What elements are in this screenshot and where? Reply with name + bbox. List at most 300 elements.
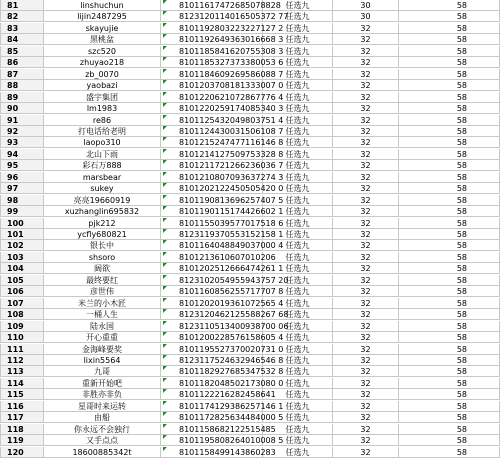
username-cell[interactable]: 九哥 (44, 366, 161, 377)
error-indicator-icon[interactable] (163, 435, 167, 439)
value-cell[interactable]: 58 (399, 0, 500, 11)
ticket-id-cell[interactable]: 8101192649363016668 3 (161, 34, 263, 45)
game-type-cell[interactable]: 任选九 (263, 149, 333, 160)
username-cell[interactable]: lm1983 (44, 103, 161, 114)
table-row[interactable] (0, 309, 500, 320)
username-cell[interactable]: 亮亮19660919 (44, 195, 161, 206)
ticket-id-cell[interactable]: 8101215247477116146 8 (161, 137, 263, 148)
game-type-cell[interactable]: 任选九 (263, 218, 333, 229)
game-type-cell[interactable]: 任选九 (263, 46, 333, 57)
value-cell[interactable]: 58 (399, 366, 500, 377)
ticket-id-cell[interactable]: 8101202122450505420 0 (161, 183, 263, 194)
level-cell[interactable]: 32 (333, 286, 399, 297)
table-row[interactable] (0, 447, 500, 458)
error-indicator-icon[interactable] (163, 412, 167, 416)
game-type-cell[interactable]: 任选九 (263, 23, 333, 34)
value-cell[interactable]: 58 (399, 92, 500, 103)
error-indicator-icon[interactable] (163, 286, 167, 290)
ticket-id-cell[interactable]: 8101125432049803751 4 (161, 115, 263, 126)
level-cell[interactable]: 32 (333, 160, 399, 171)
ticket-id-cell[interactable]: 8123119370553152158 1 (161, 229, 263, 240)
game-type-cell[interactable]: 任选九 (263, 321, 333, 332)
game-type-cell[interactable]: 任选九 (263, 389, 333, 400)
level-cell[interactable]: 32 (333, 332, 399, 343)
level-cell[interactable]: 32 (333, 80, 399, 91)
value-cell[interactable]: 58 (399, 137, 500, 148)
ticket-id-cell[interactable]: 8101202512666474261 1 (161, 263, 263, 274)
table-row[interactable] (0, 286, 500, 297)
row-number-cell[interactable]: 110 (0, 332, 44, 343)
game-type-cell[interactable]: 任选九 (263, 252, 333, 263)
ticket-id-cell[interactable]: 8101172825634484000 5 (161, 412, 263, 423)
error-indicator-icon[interactable] (163, 424, 167, 428)
ticket-id-cell[interactable]: 8101164048849037000 4 (161, 240, 263, 251)
value-cell[interactable]: 58 (399, 378, 500, 389)
username-cell[interactable]: 米兰的小木匠 (44, 298, 161, 309)
value-cell[interactable]: 58 (399, 57, 500, 68)
table-row[interactable] (0, 412, 500, 423)
row-number-cell[interactable]: 114 (0, 378, 44, 389)
row-number-cell[interactable]: 106 (0, 286, 44, 297)
error-indicator-icon[interactable] (163, 34, 167, 38)
row-number-cell[interactable]: 95 (0, 160, 44, 171)
row-number-cell[interactable]: 99 (0, 206, 44, 217)
level-cell[interactable]: 32 (333, 69, 399, 80)
table-row[interactable] (0, 401, 500, 412)
error-indicator-icon[interactable] (163, 389, 167, 393)
ticket-id-cell[interactable]: 8101220621072867776 4 (161, 92, 263, 103)
row-number-cell[interactable]: 87 (0, 69, 44, 80)
table-row[interactable] (0, 115, 500, 126)
row-number-cell[interactable]: 107 (0, 298, 44, 309)
error-indicator-icon[interactable] (163, 137, 167, 141)
level-cell[interactable]: 32 (333, 435, 399, 446)
value-cell[interactable]: 58 (399, 298, 500, 309)
value-cell[interactable]: 58 (399, 149, 500, 160)
level-cell[interactable]: 32 (333, 424, 399, 435)
value-cell[interactable]: 58 (399, 263, 500, 274)
username-cell[interactable]: 北山下雨 (44, 149, 161, 160)
level-cell[interactable]: 32 (333, 206, 399, 217)
value-cell[interactable]: 58 (399, 275, 500, 286)
row-number-cell[interactable]: 81 (0, 0, 44, 11)
value-cell[interactable]: 58 (399, 34, 500, 45)
error-indicator-icon[interactable] (163, 229, 167, 233)
game-type-cell[interactable]: 任选九 (263, 263, 333, 274)
table-row[interactable] (0, 69, 500, 80)
error-indicator-icon[interactable] (163, 69, 167, 73)
error-indicator-icon[interactable] (163, 401, 167, 405)
row-number-cell[interactable]: 86 (0, 57, 44, 68)
level-cell[interactable]: 32 (333, 149, 399, 160)
game-type-cell[interactable]: 任选九 (263, 92, 333, 103)
value-cell[interactable]: 58 (399, 447, 500, 458)
table-row[interactable] (0, 298, 500, 309)
table-row[interactable] (0, 80, 500, 91)
ticket-id-cell[interactable]: 8101160856255717707 8 (161, 286, 263, 297)
username-cell[interactable]: 彦世伟 (44, 286, 161, 297)
level-cell[interactable]: 32 (333, 389, 399, 400)
username-cell[interactable]: 非胜亦非负 (44, 389, 161, 400)
value-cell[interactable]: 58 (399, 126, 500, 137)
username-cell[interactable]: 打电话给老明 (44, 126, 161, 137)
value-cell[interactable]: 58 (399, 103, 500, 114)
ticket-id-cell[interactable]: 8123120462125588267 68 (161, 309, 263, 320)
username-cell[interactable]: re86 (44, 115, 161, 126)
ticket-id-cell[interactable]: 8123102054955943757 20 (161, 275, 263, 286)
row-number-cell[interactable]: 89 (0, 92, 44, 103)
ticket-id-cell[interactable]: 8123120114016505372 77 (161, 11, 263, 22)
row-number-cell[interactable]: 93 (0, 137, 44, 148)
row-number-cell[interactable]: 91 (0, 115, 44, 126)
ticket-id-cell[interactable]: 8101195808264010008 5 (161, 435, 263, 446)
ticket-id-cell[interactable]: 8101214127509753328 8 (161, 149, 263, 160)
game-type-cell[interactable]: 任选九 (263, 137, 333, 148)
ticket-id-cell[interactable]: 8101174129386257146 1 (161, 401, 263, 412)
value-cell[interactable]: 58 (399, 218, 500, 229)
row-number-cell[interactable]: 105 (0, 275, 44, 286)
username-cell[interactable]: 银长中 (44, 240, 161, 251)
ticket-id-cell[interactable]: 8101213610607010206 (161, 252, 263, 263)
value-cell[interactable]: 58 (399, 172, 500, 183)
row-number-cell[interactable]: 88 (0, 80, 44, 91)
username-cell[interactable]: szc520 (44, 46, 161, 57)
username-cell[interactable]: linshuchun (44, 0, 161, 11)
value-cell[interactable]: 58 (399, 286, 500, 297)
row-number-cell[interactable]: 109 (0, 321, 44, 332)
game-type-cell[interactable]: 任选九 (263, 355, 333, 366)
value-cell[interactable]: 58 (399, 344, 500, 355)
level-cell[interactable]: 32 (333, 344, 399, 355)
ticket-id-cell[interactable]: 8101155039577017518 6 (161, 218, 263, 229)
row-number-cell[interactable]: 119 (0, 435, 44, 446)
error-indicator-icon[interactable] (163, 195, 167, 199)
ticket-id-cell[interactable]: 8101220259174085340 3 (161, 103, 263, 114)
table-row[interactable] (0, 160, 500, 171)
value-cell[interactable]: 58 (399, 80, 500, 91)
username-cell[interactable]: zhuyao218 (44, 57, 161, 68)
error-indicator-icon[interactable] (163, 46, 167, 50)
game-type-cell[interactable]: 任选九 (263, 298, 333, 309)
value-cell[interactable]: 58 (399, 332, 500, 343)
level-cell[interactable]: 32 (333, 183, 399, 194)
username-cell[interactable]: 黑桃盆 (44, 34, 161, 45)
row-number-cell[interactable]: 85 (0, 46, 44, 57)
ticket-id-cell[interactable]: 8123110513400938700 06 (161, 321, 263, 332)
level-cell[interactable]: 32 (333, 34, 399, 45)
table-row[interactable] (0, 34, 500, 45)
table-row[interactable] (0, 137, 500, 148)
error-indicator-icon[interactable] (163, 240, 167, 244)
ticket-id-cell[interactable]: 8101122216282458641 (161, 389, 263, 400)
table-row[interactable] (0, 275, 500, 286)
ticket-id-cell[interactable]: 8101158499143860283 (161, 447, 263, 458)
username-cell[interactable]: ycfly680821 (44, 229, 161, 240)
ticket-id-cell[interactable]: 8101203708181333007 0 (161, 80, 263, 91)
username-cell[interactable]: pjk212 (44, 218, 161, 229)
error-indicator-icon[interactable] (163, 103, 167, 107)
row-number-cell[interactable]: 104 (0, 263, 44, 274)
row-number-cell[interactable]: 90 (0, 103, 44, 114)
table-row[interactable] (0, 252, 500, 263)
error-indicator-icon[interactable] (163, 160, 167, 164)
table-row[interactable] (0, 195, 500, 206)
level-cell[interactable]: 32 (333, 355, 399, 366)
value-cell[interactable]: 58 (399, 46, 500, 57)
game-type-cell[interactable]: 任选九 (263, 309, 333, 320)
table-row[interactable] (0, 172, 500, 183)
error-indicator-icon[interactable] (163, 57, 167, 61)
ticket-id-cell[interactable]: 8101211721266236036 7 (161, 160, 263, 171)
username-cell[interactable]: 重新开始吧 (44, 378, 161, 389)
game-type-cell[interactable]: 任选九 (263, 34, 333, 45)
error-indicator-icon[interactable] (163, 332, 167, 336)
level-cell[interactable]: 32 (333, 126, 399, 137)
level-cell[interactable]: 32 (333, 298, 399, 309)
error-indicator-icon[interactable] (163, 206, 167, 210)
table-row[interactable] (0, 57, 500, 68)
error-indicator-icon[interactable] (163, 115, 167, 119)
value-cell[interactable]: 58 (399, 321, 500, 332)
error-indicator-icon[interactable] (163, 172, 167, 176)
error-indicator-icon[interactable] (163, 11, 167, 15)
username-cell[interactable]: marsbear (44, 172, 161, 183)
row-number-cell[interactable]: 92 (0, 126, 44, 137)
table-row[interactable] (0, 366, 500, 377)
value-cell[interactable]: 58 (399, 206, 500, 217)
value-cell[interactable]: 58 (399, 11, 500, 22)
game-type-cell[interactable]: 任选九 (263, 366, 333, 377)
error-indicator-icon[interactable] (163, 92, 167, 96)
value-cell[interactable]: 58 (399, 435, 500, 446)
row-number-cell[interactable]: 118 (0, 424, 44, 435)
game-type-cell[interactable]: 任选九 (263, 378, 333, 389)
error-indicator-icon[interactable] (163, 183, 167, 187)
level-cell[interactable]: 32 (333, 137, 399, 148)
level-cell[interactable]: 32 (333, 309, 399, 320)
table-row[interactable] (0, 218, 500, 229)
game-type-cell[interactable]: 任选九 (263, 11, 333, 22)
username-cell[interactable]: 阔欲 (44, 263, 161, 274)
game-type-cell[interactable]: 任选九 (263, 115, 333, 126)
row-number-cell[interactable]: 97 (0, 183, 44, 194)
value-cell[interactable]: 58 (399, 229, 500, 240)
ticket-id-cell[interactable]: 8101192803223227127 2 (161, 23, 263, 34)
username-cell[interactable]: yaobazi (44, 80, 161, 91)
row-number-cell[interactable]: 117 (0, 412, 44, 423)
level-cell[interactable]: 30 (333, 11, 399, 22)
row-number-cell[interactable]: 108 (0, 309, 44, 320)
ticket-id-cell[interactable]: 8101184609269586088 7 (161, 69, 263, 80)
game-type-cell[interactable]: 任选九 (263, 332, 333, 343)
table-row[interactable] (0, 103, 500, 114)
table-row[interactable] (0, 23, 500, 34)
level-cell[interactable]: 32 (333, 321, 399, 332)
username-cell[interactable]: 最终要红 (44, 275, 161, 286)
error-indicator-icon[interactable] (163, 263, 167, 267)
game-type-cell[interactable]: 任选九 (263, 435, 333, 446)
error-indicator-icon[interactable] (163, 80, 167, 84)
level-cell[interactable]: 32 (333, 218, 399, 229)
error-indicator-icon[interactable] (163, 298, 167, 302)
level-cell[interactable]: 32 (333, 195, 399, 206)
row-number-cell[interactable]: 98 (0, 195, 44, 206)
error-indicator-icon[interactable] (163, 366, 167, 370)
game-type-cell[interactable]: 任选九 (263, 0, 333, 11)
level-cell[interactable]: 32 (333, 263, 399, 274)
game-type-cell[interactable]: 任选九 (263, 401, 333, 412)
username-cell[interactable]: 18600885342t (44, 447, 161, 458)
table-row[interactable] (0, 229, 500, 240)
row-number-cell[interactable]: 115 (0, 389, 44, 400)
username-cell[interactable]: 又手点点 (44, 435, 161, 446)
level-cell[interactable]: 32 (333, 92, 399, 103)
value-cell[interactable]: 58 (399, 183, 500, 194)
table-row[interactable] (0, 344, 500, 355)
username-cell[interactable]: lijin2487295 (44, 11, 161, 22)
error-indicator-icon[interactable] (163, 149, 167, 153)
table-row[interactable] (0, 321, 500, 332)
level-cell[interactable]: 32 (333, 447, 399, 458)
game-type-cell[interactable]: 任选九 (263, 172, 333, 183)
row-number-cell[interactable]: 102 (0, 240, 44, 251)
game-type-cell[interactable]: 任选九 (263, 412, 333, 423)
game-type-cell[interactable]: 任选九 (263, 447, 333, 458)
error-indicator-icon[interactable] (163, 378, 167, 382)
table-row[interactable] (0, 263, 500, 274)
value-cell[interactable]: 58 (399, 240, 500, 251)
game-type-cell[interactable]: 任选九 (263, 206, 333, 217)
level-cell[interactable]: 32 (333, 378, 399, 389)
error-indicator-icon[interactable] (163, 447, 167, 451)
game-type-cell[interactable]: 任选九 (263, 344, 333, 355)
error-indicator-icon[interactable] (163, 126, 167, 130)
value-cell[interactable]: 58 (399, 195, 500, 206)
username-cell[interactable]: xuzhanglin695832 (44, 206, 161, 217)
level-cell[interactable]: 32 (333, 172, 399, 183)
username-cell[interactable]: 彩石万888 (44, 160, 161, 171)
table-row[interactable] (0, 424, 500, 435)
ticket-id-cell[interactable]: 8101195527370020731 0 (161, 344, 263, 355)
error-indicator-icon[interactable] (163, 23, 167, 27)
ticket-id-cell[interactable]: 8101190115174426602 1 (161, 206, 263, 217)
username-cell[interactable]: sukey (44, 183, 161, 194)
username-cell[interactable]: laopo310 (44, 137, 161, 148)
game-type-cell[interactable]: 任选九 (263, 195, 333, 206)
table-row[interactable] (0, 378, 500, 389)
error-indicator-icon[interactable] (163, 218, 167, 222)
username-cell[interactable]: lixin5564 (44, 355, 161, 366)
row-number-cell[interactable]: 113 (0, 366, 44, 377)
level-cell[interactable]: 32 (333, 115, 399, 126)
value-cell[interactable]: 58 (399, 23, 500, 34)
level-cell[interactable]: 32 (333, 229, 399, 240)
error-indicator-icon[interactable] (163, 275, 167, 279)
value-cell[interactable]: 58 (399, 424, 500, 435)
username-cell[interactable]: zb_0070 (44, 69, 161, 80)
game-type-cell[interactable]: 任选九 (263, 80, 333, 91)
level-cell[interactable]: 32 (333, 366, 399, 377)
error-indicator-icon[interactable] (163, 309, 167, 313)
value-cell[interactable]: 58 (399, 115, 500, 126)
level-cell[interactable]: 32 (333, 412, 399, 423)
table-row[interactable] (0, 435, 500, 446)
ticket-id-cell[interactable]: 8101200228576158605 4 (161, 332, 263, 343)
row-number-cell[interactable]: 94 (0, 149, 44, 160)
level-cell[interactable]: 32 (333, 401, 399, 412)
row-number-cell[interactable]: 116 (0, 401, 44, 412)
row-number-cell[interactable]: 111 (0, 344, 44, 355)
error-indicator-icon[interactable] (163, 321, 167, 325)
username-cell[interactable]: 一桶人生 (44, 309, 161, 320)
value-cell[interactable]: 58 (399, 412, 500, 423)
username-cell[interactable]: 陆永国 (44, 321, 161, 332)
table-row[interactable] (0, 206, 500, 217)
level-cell[interactable]: 32 (333, 240, 399, 251)
game-type-cell[interactable]: 任选九 (263, 126, 333, 137)
error-indicator-icon[interactable] (163, 0, 167, 4)
row-number-cell[interactable]: 82 (0, 11, 44, 22)
table-row[interactable] (0, 183, 500, 194)
game-type-cell[interactable]: 任选九 (263, 286, 333, 297)
level-cell[interactable]: 32 (333, 275, 399, 286)
row-number-cell[interactable]: 112 (0, 355, 44, 366)
row-number-cell[interactable]: 83 (0, 23, 44, 34)
error-indicator-icon[interactable] (163, 252, 167, 256)
ticket-id-cell[interactable]: 8101124430031506108 7 (161, 126, 263, 137)
username-cell[interactable]: 由船 (44, 412, 161, 423)
level-cell[interactable]: 30 (333, 0, 399, 11)
level-cell[interactable]: 32 (333, 103, 399, 114)
ticket-id-cell[interactable]: 8101158682122515485 (161, 424, 263, 435)
ticket-id-cell[interactable]: 8101182048502173080 0 (161, 378, 263, 389)
value-cell[interactable]: 58 (399, 160, 500, 171)
ticket-id-cell[interactable]: 8101202019361072565 4 (161, 298, 263, 309)
ticket-id-cell[interactable]: 8101190813696257407 5 (161, 195, 263, 206)
table-row[interactable] (0, 389, 500, 400)
level-cell[interactable]: 32 (333, 252, 399, 263)
ticket-id-cell[interactable]: 81011617472685078828 (161, 0, 263, 11)
username-cell[interactable]: 开心重重 (44, 332, 161, 343)
level-cell[interactable]: 32 (333, 57, 399, 68)
row-number-cell[interactable]: 120 (0, 447, 44, 458)
game-type-cell[interactable]: 任选九 (263, 183, 333, 194)
table-row[interactable] (0, 0, 500, 11)
error-indicator-icon[interactable] (163, 344, 167, 348)
ticket-id-cell[interactable]: 8101185841620755308 3 (161, 46, 263, 57)
error-indicator-icon[interactable] (163, 355, 167, 359)
value-cell[interactable]: 58 (399, 355, 500, 366)
row-number-cell[interactable]: 84 (0, 34, 44, 45)
level-cell[interactable]: 32 (333, 46, 399, 57)
value-cell[interactable]: 58 (399, 69, 500, 80)
row-number-cell[interactable]: 100 (0, 218, 44, 229)
value-cell[interactable]: 58 (399, 401, 500, 412)
ticket-id-cell[interactable]: 8123117524632946546 8 (161, 355, 263, 366)
game-type-cell[interactable]: 任选九 (263, 103, 333, 114)
game-type-cell[interactable]: 任选九 (263, 160, 333, 171)
table-row[interactable] (0, 126, 500, 137)
username-cell[interactable]: 星哥时来运转 (44, 401, 161, 412)
row-number-cell[interactable]: 103 (0, 252, 44, 263)
table-row[interactable] (0, 11, 500, 22)
row-number-cell[interactable]: 101 (0, 229, 44, 240)
value-cell[interactable]: 58 (399, 309, 500, 320)
table-row[interactable] (0, 149, 500, 160)
ticket-id-cell[interactable]: 8101185327373380053 6 (161, 57, 263, 68)
table-row[interactable] (0, 332, 500, 343)
game-type-cell[interactable]: 任选九 (263, 69, 333, 80)
